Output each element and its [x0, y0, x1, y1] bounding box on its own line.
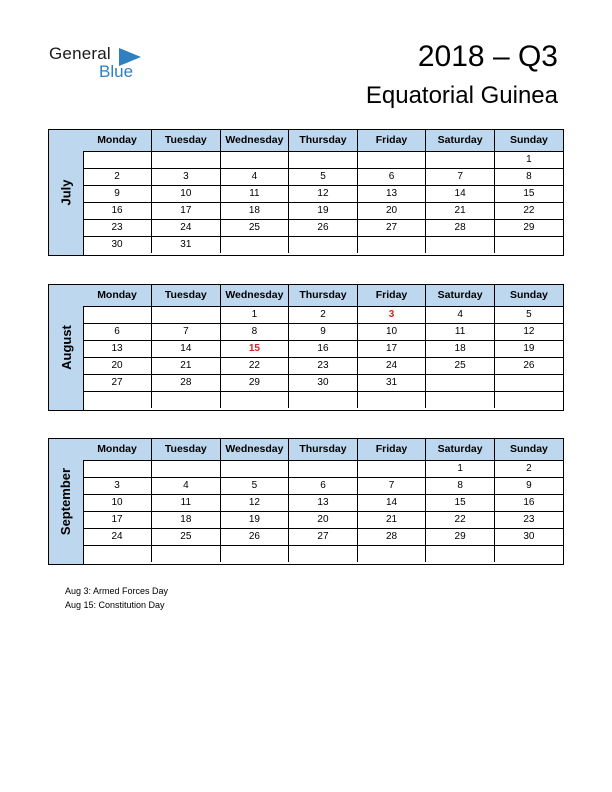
day-cell: 2	[494, 461, 563, 478]
month-name: August	[58, 325, 74, 370]
day-cell: 22	[426, 512, 495, 529]
day-cell	[494, 237, 563, 254]
day-cell	[426, 375, 495, 392]
month-grid	[83, 130, 563, 253]
day-cell: 1	[426, 461, 495, 478]
day-cell: 23	[494, 512, 563, 529]
weekday-header: Wednesday	[220, 130, 289, 152]
day-cell: 9	[289, 324, 358, 341]
day-cell: 17	[152, 203, 221, 220]
day-cell: 3	[83, 478, 152, 495]
day-cell: 6	[357, 169, 426, 186]
day-cell: 13	[357, 186, 426, 203]
day-cell: 7	[426, 169, 495, 186]
weekday-header-row	[83, 285, 563, 307]
day-cell: 30	[83, 237, 152, 254]
weekday-header-row	[83, 130, 563, 152]
day-cell: 31	[152, 237, 221, 254]
month-block-august	[48, 284, 564, 411]
day-cell: 9	[83, 186, 152, 203]
day-cell: 29	[220, 375, 289, 392]
day-cell: 3	[357, 307, 426, 324]
weekday-header: Friday	[357, 285, 426, 307]
day-cell	[289, 461, 358, 478]
week-row	[83, 237, 563, 254]
weekday-header: Thursday	[289, 130, 358, 152]
day-cell: 16	[83, 203, 152, 220]
day-cell: 1	[220, 307, 289, 324]
day-cell: 15	[426, 495, 495, 512]
day-cell	[220, 152, 289, 169]
day-cell: 11	[152, 495, 221, 512]
day-cell	[152, 461, 221, 478]
day-cell	[152, 152, 221, 169]
day-cell	[426, 546, 495, 563]
day-cell	[357, 392, 426, 409]
weekday-header: Saturday	[426, 439, 495, 461]
month-label-bar	[49, 285, 84, 410]
day-cell: 27	[357, 220, 426, 237]
day-cell: 8	[220, 324, 289, 341]
day-cell: 30	[289, 375, 358, 392]
day-cell: 22	[494, 203, 563, 220]
logo	[49, 44, 159, 84]
day-cell: 16	[494, 495, 563, 512]
day-cell	[357, 461, 426, 478]
week-row	[83, 461, 563, 478]
day-cell	[289, 152, 358, 169]
day-cell	[83, 307, 152, 324]
day-cell: 18	[426, 341, 495, 358]
day-cell: 8	[494, 169, 563, 186]
weekday-header: Thursday	[289, 285, 358, 307]
day-cell: 21	[357, 512, 426, 529]
month-block-september	[48, 438, 564, 565]
day-cell: 28	[426, 220, 495, 237]
day-cell: 24	[357, 358, 426, 375]
weekday-header: Thursday	[289, 439, 358, 461]
day-cell	[426, 392, 495, 409]
day-cell: 10	[83, 495, 152, 512]
week-row	[83, 152, 563, 169]
weekday-header: Wednesday	[220, 285, 289, 307]
day-cell	[426, 237, 495, 254]
day-cell: 23	[289, 358, 358, 375]
month-name: July	[58, 179, 74, 206]
day-cell	[357, 152, 426, 169]
day-cell: 26	[494, 358, 563, 375]
day-cell: 12	[289, 186, 358, 203]
day-cell: 23	[83, 220, 152, 237]
day-cell: 26	[220, 529, 289, 546]
week-row	[83, 546, 563, 563]
day-cell: 21	[426, 203, 495, 220]
day-cell: 15	[220, 341, 289, 358]
day-cell: 6	[83, 324, 152, 341]
day-cell: 26	[289, 220, 358, 237]
day-cell: 10	[152, 186, 221, 203]
month-grid	[83, 439, 563, 562]
weekday-header: Sunday	[494, 130, 563, 152]
day-cell: 28	[152, 375, 221, 392]
weekday-header: Friday	[357, 439, 426, 461]
day-cell	[289, 237, 358, 254]
day-cell: 4	[152, 478, 221, 495]
day-cell: 20	[289, 512, 358, 529]
week-row	[83, 495, 563, 512]
day-cell: 29	[494, 220, 563, 237]
day-cell	[152, 546, 221, 563]
holiday-note: Aug 3: Armed Forces Day	[65, 586, 169, 596]
day-cell: 11	[426, 324, 495, 341]
weekday-header: Monday	[83, 285, 152, 307]
day-cell	[83, 546, 152, 563]
day-cell	[494, 392, 563, 409]
day-cell	[220, 461, 289, 478]
week-row	[83, 203, 563, 220]
day-cell: 27	[83, 375, 152, 392]
day-cell	[83, 152, 152, 169]
weekday-header: Tuesday	[152, 439, 221, 461]
day-cell	[220, 546, 289, 563]
day-cell: 16	[289, 341, 358, 358]
week-row	[83, 478, 563, 495]
day-cell	[83, 392, 152, 409]
month-grid	[83, 285, 563, 408]
day-cell: 6	[289, 478, 358, 495]
weekday-header: Monday	[83, 130, 152, 152]
day-cell: 5	[220, 478, 289, 495]
week-row	[83, 307, 563, 324]
day-cell	[357, 546, 426, 563]
weekday-header: Tuesday	[152, 285, 221, 307]
day-cell: 7	[357, 478, 426, 495]
month-label-bar	[49, 130, 84, 255]
day-cell: 31	[357, 375, 426, 392]
holiday-notes	[65, 584, 168, 612]
day-cell: 22	[220, 358, 289, 375]
day-cell: 8	[426, 478, 495, 495]
day-cell: 25	[152, 529, 221, 546]
weekday-header: Sunday	[494, 285, 563, 307]
day-cell	[220, 392, 289, 409]
day-cell: 19	[220, 512, 289, 529]
day-cell: 2	[83, 169, 152, 186]
weekday-header: Sunday	[494, 439, 563, 461]
week-row	[83, 358, 563, 375]
day-cell: 20	[83, 358, 152, 375]
day-cell	[289, 546, 358, 563]
weekday-header: Saturday	[426, 130, 495, 152]
logo-text-blue: Blue	[99, 62, 134, 81]
day-cell	[426, 152, 495, 169]
week-row	[83, 375, 563, 392]
week-row	[83, 220, 563, 237]
day-cell: 14	[357, 495, 426, 512]
day-cell: 9	[494, 478, 563, 495]
day-cell: 15	[494, 186, 563, 203]
day-cell: 25	[426, 358, 495, 375]
day-cell	[289, 392, 358, 409]
day-cell: 30	[494, 529, 563, 546]
weekday-header: Wednesday	[220, 439, 289, 461]
month-name: September	[58, 467, 74, 536]
page-subtitle: Equatorial Guinea	[365, 82, 558, 109]
day-cell: 12	[494, 324, 563, 341]
weekday-header-row	[83, 439, 563, 461]
day-cell	[357, 237, 426, 254]
day-cell	[152, 307, 221, 324]
week-row	[83, 186, 563, 203]
day-cell	[220, 237, 289, 254]
day-cell: 17	[83, 512, 152, 529]
day-cell: 13	[83, 341, 152, 358]
day-cell: 5	[494, 307, 563, 324]
day-cell: 28	[357, 529, 426, 546]
day-cell: 11	[220, 186, 289, 203]
weekday-header: Monday	[83, 439, 152, 461]
day-cell: 4	[220, 169, 289, 186]
day-cell: 20	[357, 203, 426, 220]
day-cell	[494, 375, 563, 392]
day-cell	[152, 392, 221, 409]
week-row	[83, 529, 563, 546]
week-row	[83, 341, 563, 358]
day-cell: 3	[152, 169, 221, 186]
day-cell: 14	[426, 186, 495, 203]
day-cell: 5	[289, 169, 358, 186]
day-cell	[83, 461, 152, 478]
day-cell: 27	[289, 529, 358, 546]
day-cell: 25	[220, 220, 289, 237]
weekday-header: Tuesday	[152, 130, 221, 152]
day-cell: 18	[220, 203, 289, 220]
holiday-note: Aug 15: Constitution Day	[65, 600, 165, 610]
day-cell: 29	[426, 529, 495, 546]
month-block-july	[48, 129, 564, 256]
day-cell: 18	[152, 512, 221, 529]
day-cell: 19	[494, 341, 563, 358]
day-cell: 7	[152, 324, 221, 341]
month-label-bar	[49, 439, 84, 564]
week-row	[83, 324, 563, 341]
day-cell: 21	[152, 358, 221, 375]
week-row	[83, 512, 563, 529]
day-cell: 24	[83, 529, 152, 546]
logo-text-general: General	[49, 44, 111, 63]
page-title: 2018 – Q3	[417, 40, 558, 73]
day-cell: 1	[494, 152, 563, 169]
day-cell	[494, 546, 563, 563]
day-cell: 24	[152, 220, 221, 237]
day-cell: 19	[289, 203, 358, 220]
day-cell: 2	[289, 307, 358, 324]
week-row	[83, 392, 563, 409]
day-cell: 12	[220, 495, 289, 512]
weekday-header: Saturday	[426, 285, 495, 307]
day-cell: 10	[357, 324, 426, 341]
day-cell: 14	[152, 341, 221, 358]
day-cell: 13	[289, 495, 358, 512]
day-cell: 17	[357, 341, 426, 358]
day-cell: 4	[426, 307, 495, 324]
week-row	[83, 169, 563, 186]
weekday-header: Friday	[357, 130, 426, 152]
